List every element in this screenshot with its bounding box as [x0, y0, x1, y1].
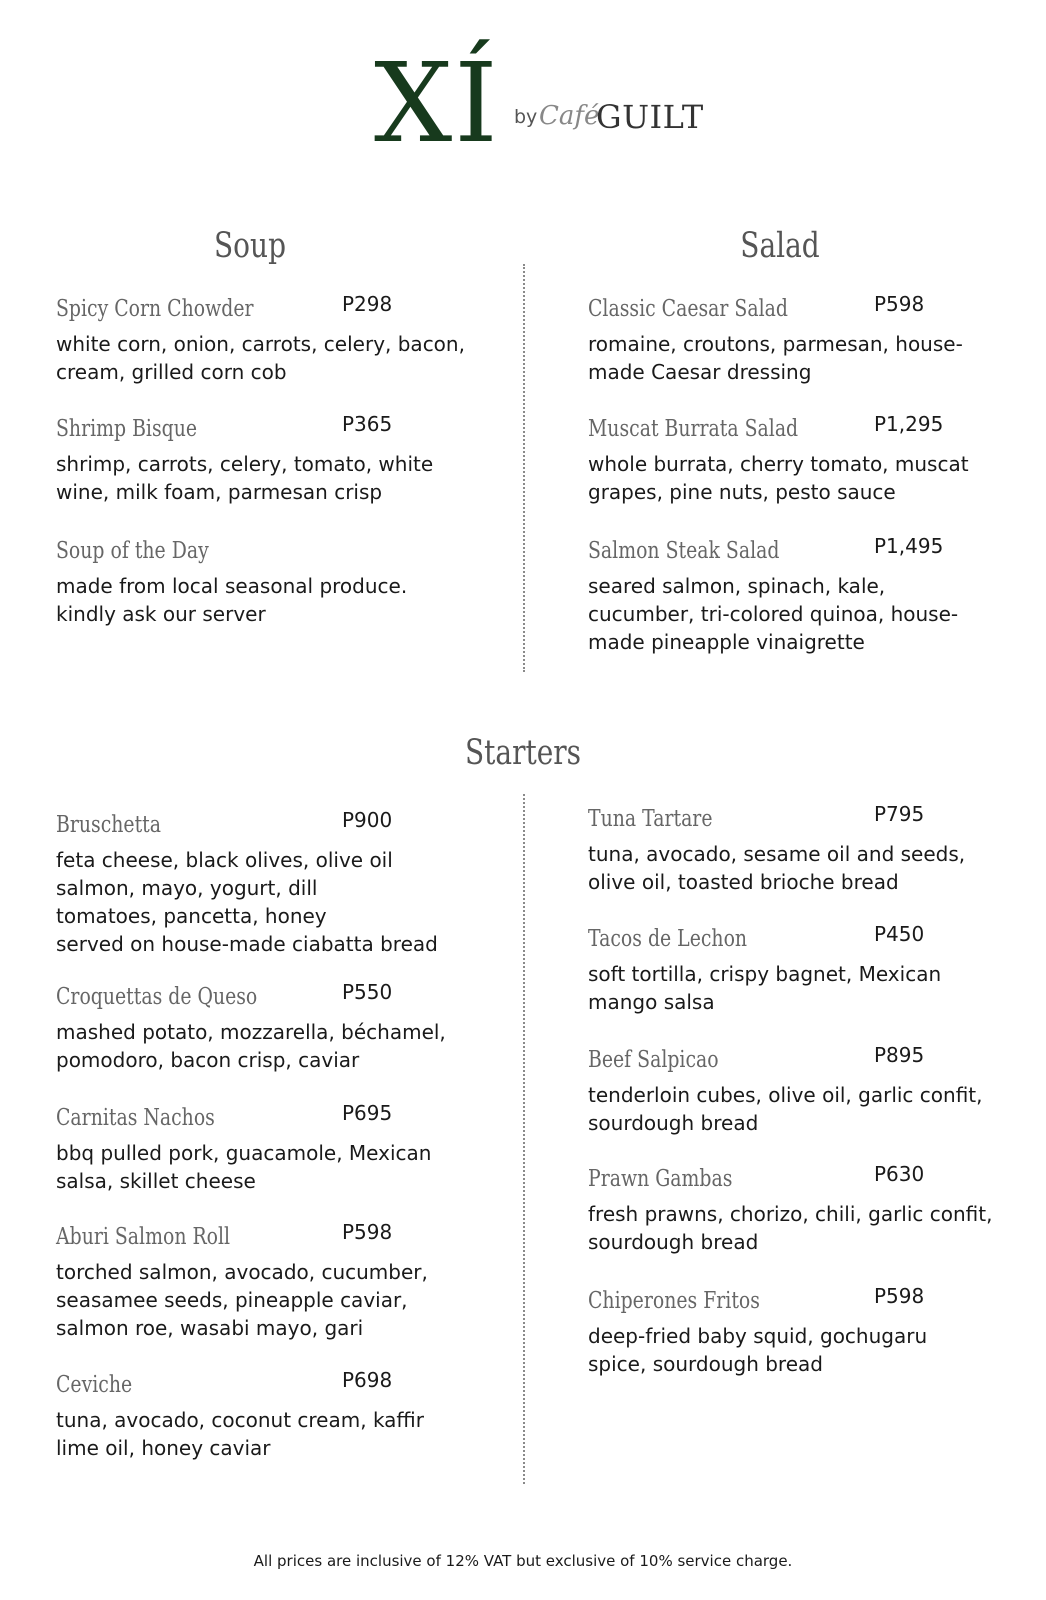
description-line: deep-fried baby squid, gochugaru [588, 1324, 928, 1348]
item-price: P895 [874, 1043, 925, 1067]
item-description [588, 840, 1013, 896]
description-line: wine, milk foam, parmesan crisp [56, 480, 383, 504]
item-price: P298 [342, 292, 393, 316]
soup-heading: Soup [214, 226, 286, 266]
column-divider-bottom [523, 794, 525, 1484]
item-description [56, 572, 481, 628]
item-description [56, 330, 481, 386]
item-price: P630 [874, 1162, 925, 1186]
description-line: romaine, croutons, parmesan, house- [588, 332, 963, 356]
description-line: kindly ask our server [56, 602, 266, 626]
description-line: lime oil, honey caviar [56, 1436, 271, 1460]
description-line: feta cheese, black olives, olive oil [56, 848, 393, 872]
item-price: P695 [342, 1101, 393, 1125]
description-line: white corn, onion, carrots, celery, bacon, [56, 332, 465, 356]
item-name: Spicy Corn Chowder [56, 296, 254, 322]
item-description [56, 1406, 481, 1462]
description-line: made from local seasonal produce. [56, 574, 408, 598]
item-price: P698 [342, 1368, 393, 1392]
item-description [588, 450, 1013, 506]
description-line: shrimp, carrots, celery, tomato, white [56, 452, 434, 476]
item-name: Classic Caesar Salad [588, 296, 788, 322]
description-line: tenderloin cubes, olive oil, garlic confit, [588, 1083, 983, 1107]
description-line: tuna, avocado, sesame oil and seeds, [588, 842, 966, 866]
item-name: Soup of the Day [56, 538, 209, 564]
description-line: sourdough bread [588, 1230, 759, 1254]
description-line: grapes, pine nuts, pesto sauce [588, 480, 896, 504]
item-name: Bruschetta [56, 812, 161, 838]
description-line: cream, grilled corn cob [56, 360, 287, 384]
description-line: torched salmon, avocado, cucumber, [56, 1260, 428, 1284]
item-name: Prawn Gambas [588, 1166, 733, 1192]
description-line: sourdough bread [588, 1111, 759, 1135]
starters-heading: Starters [464, 733, 582, 773]
item-name: Ceviche [56, 1372, 133, 1398]
description-line: mango salsa [588, 990, 715, 1014]
description-line: seasamee seeds, pineapple caviar, [56, 1288, 408, 1312]
description-line: fresh prawns, chorizo, chili, garlic confit, [588, 1202, 993, 1226]
item-price: P1,495 [874, 534, 944, 558]
item-description [56, 1258, 481, 1342]
item-price: P550 [342, 980, 393, 1004]
description-line: salsa, skillet cheese [56, 1169, 256, 1193]
item-description [56, 1018, 481, 1074]
column-divider-top [523, 264, 525, 672]
item-name: Shrimp Bisque [56, 416, 198, 442]
item-price: P450 [874, 922, 925, 946]
description-line: cucumber, tri-colored quinoa, house- [588, 602, 959, 626]
description-line: salmon roe, wasabi mayo, gari [56, 1316, 364, 1340]
description-line: soft tortilla, crispy bagnet, Mexican [588, 962, 942, 986]
item-name: Tacos de Lechon [588, 926, 748, 952]
item-price: P598 [874, 1284, 925, 1308]
description-line: whole burrata, cherry tomato, muscat [588, 452, 969, 476]
item-description [588, 960, 1013, 1016]
item-name: Beef Salpicao [588, 1047, 719, 1073]
description-line: tuna, avocado, coconut cream, kaffir [56, 1408, 424, 1432]
description-line: pomodoro, bacon crisp, caviar [56, 1048, 360, 1072]
item-description [588, 1322, 1013, 1378]
item-description [588, 1081, 1013, 1137]
item-description [56, 846, 481, 958]
item-description [588, 572, 1013, 656]
item-price: P365 [342, 412, 393, 436]
description-line: made Caesar dressing [588, 360, 812, 384]
item-name: Carnitas Nachos [56, 1105, 215, 1131]
logo-by-text: by [514, 106, 538, 128]
item-price: P1,295 [874, 412, 944, 436]
description-line: served on house-made ciabatta bread [56, 932, 438, 956]
description-line: seared salmon, spinach, kale, [588, 574, 886, 598]
description-line: made pineapple vinaigrette [588, 630, 865, 654]
description-line: salmon, mayo, yogurt, dill [56, 876, 318, 900]
item-price: P598 [874, 292, 925, 316]
item-name: Aburi Salmon Roll [56, 1224, 231, 1250]
item-name: Salmon Steak Salad [588, 538, 780, 564]
description-line: olive oil, toasted brioche bread [588, 870, 899, 894]
item-price: P900 [342, 808, 393, 832]
item-price: P795 [874, 802, 925, 826]
restaurant-logo [374, 39, 704, 167]
logo-wordmark: XÍ [374, 39, 500, 167]
description-line: bbq pulled pork, guacamole, Mexican [56, 1141, 432, 1165]
logo-cafe-text: Café [539, 101, 600, 131]
item-name: Tuna Tartare [588, 806, 713, 832]
item-description [588, 330, 1013, 386]
item-price: P598 [342, 1220, 393, 1244]
salad-heading: Salad [740, 226, 820, 266]
item-description [588, 1200, 1013, 1256]
item-description [56, 450, 481, 506]
item-description [56, 1139, 481, 1195]
description-line: tomatoes, pancetta, honey [56, 904, 327, 928]
item-name: Muscat Burrata Salad [588, 416, 799, 442]
logo-guilt-text: GUILT [596, 98, 704, 136]
description-line: mashed potato, mozzarella, béchamel, [56, 1020, 446, 1044]
price-disclaimer: All prices are inclusive of 12% VAT but exclusive of 10% service charge. [253, 1552, 793, 1570]
item-name: Croquettas de Queso [56, 984, 258, 1010]
item-name: Chiperones Fritos [588, 1288, 760, 1314]
description-line: spice, sourdough bread [588, 1352, 823, 1376]
